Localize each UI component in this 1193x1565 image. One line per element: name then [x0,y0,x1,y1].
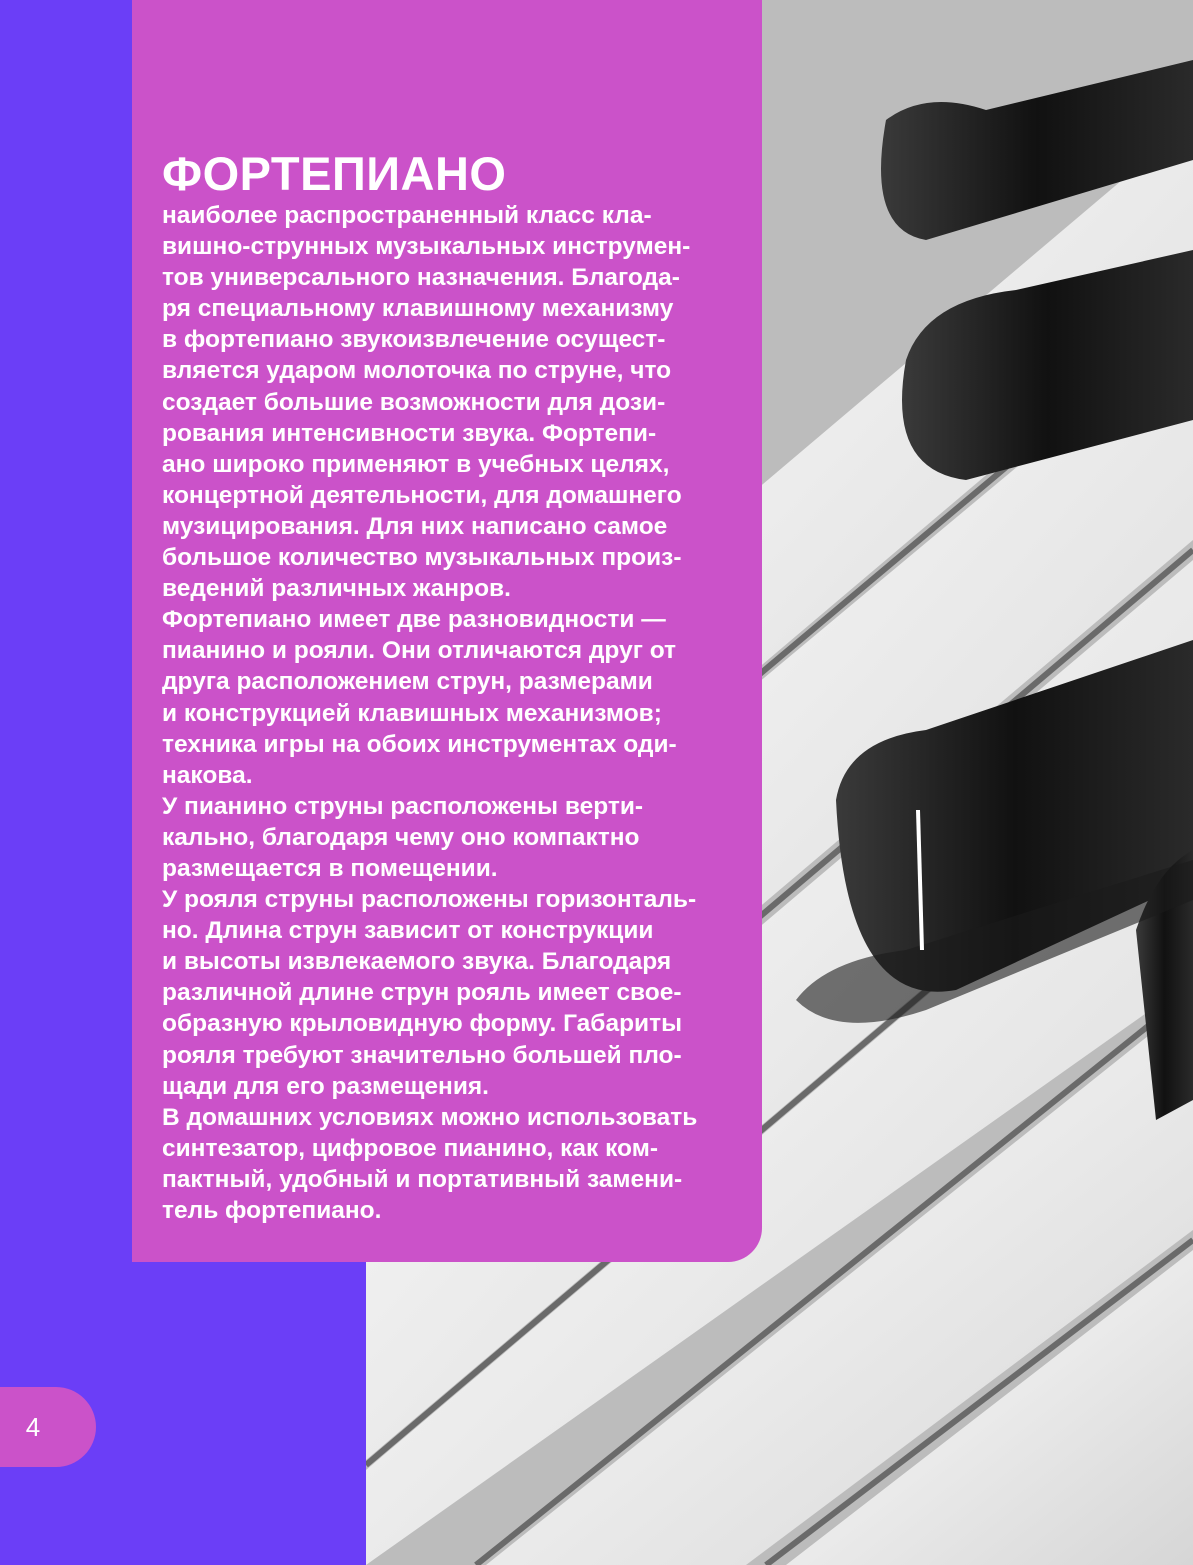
body-line: вляется ударом молоточка по струне, что [162,357,672,385]
body-line: пактный, удобный и портативный замени- [162,1165,683,1193]
body-line: размещается в помещении. [162,854,498,882]
body-line: синтезатор, цифровое пианино, как ком- [162,1134,658,1162]
body-line: рояля требуют значительно большей пло- [162,1041,682,1069]
body-line: и конструкцией клавишных механизмов; [162,699,662,727]
body-line: вишно-струнных музыкальных инструмен- [162,233,691,261]
article-panel [132,0,762,1262]
body-line: В домашних условиях можно использовать [162,1103,698,1131]
body-line: но. Длина струн зависит от конструкции [162,917,654,945]
article-title: ФОРТЕПИАНО [162,147,507,200]
body-line: тов универсального назначения. Благода- [162,264,680,292]
body-line: ведений различных жанров. [162,575,511,603]
body-line: большое количество музыкальных произ- [162,544,682,572]
body-line: накова. [162,761,253,789]
body-line: музицирования. Для них написано самое [162,512,668,540]
body-line: ано широко применяют в учебных целях, [162,450,670,478]
body-line: в фортепиано звукоизвлечение осущест- [162,326,666,354]
body-line: щади для его размещения. [162,1072,489,1100]
body-line: рования интенсивности звука. Фортепи- [162,419,657,447]
body-line: кально, благодаря чему оно компактно [162,823,640,851]
body-line: У рояля струны расположены горизонталь- [162,886,697,914]
body-line: образную крыловидную форму. Габариты [162,1010,683,1038]
body-line: концертной деятельности, для домашнего [162,481,682,509]
body-line: техника игры на обоих инструментах оди- [162,730,677,758]
article-body [162,200,752,1226]
body-line: и высоты извлекаемого звука. Благодаря [162,948,672,976]
body-line: Фортепиано имеет две разновидности — [162,606,666,634]
body-line: различной длине струн рояль имеет свое- [162,979,682,1007]
body-line: пианино и рояли. Они отличаются друг от [162,637,677,665]
body-line: У пианино струны расположены верти- [162,792,644,820]
body-line: тель фортепиано. [162,1197,382,1224]
body-line: создает большие возможности для дози- [162,388,666,416]
page-number: 4 [0,1387,96,1467]
body-line: наиболее распространенный класс кла- [162,202,652,229]
body-line: ря специальному клавишному механизму [162,295,674,323]
body-line: друга расположением струн, размерами [162,668,653,696]
